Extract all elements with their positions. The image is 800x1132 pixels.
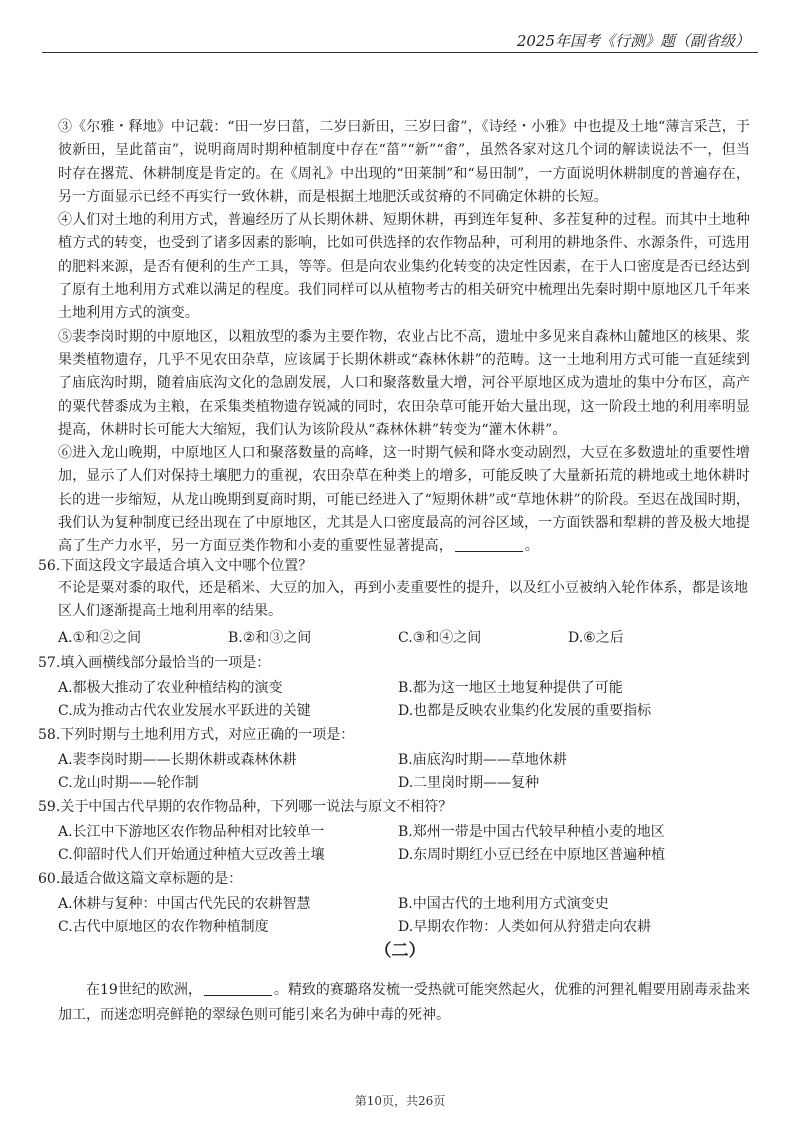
section-title: （二） [374,941,426,961]
question-59 [38,796,758,867]
question-stem: 56.下面这段文字最适合填入文中哪个位置？ [38,558,313,574]
option-a[interactable]: A.都极大推动了农业种植结构的演变 [58,680,283,696]
question-stem: 58.下列时期与土地利用方式，对应正确的一项是： [38,727,355,743]
question-stem: 57.填入画横线部分最恰当的一项是： [38,655,271,671]
options-row [58,893,758,916]
option-c[interactable]: C.古代中原地区的农作物种植制度 [58,919,269,935]
options-row [58,677,758,700]
option-c[interactable]: C.仰韶时代人们开始通过种植大豆改善土壤 [58,847,325,863]
intro-paragraph [58,978,750,1028]
question-stem: 59.关于中国古代早期的农作物品种，下列哪一说法与原文不相符？ [38,799,453,815]
options-row [58,627,758,650]
option-a[interactable]: A.裴李岗时期——长期休耕或森林休耕 [58,752,297,768]
options-row [58,844,758,867]
option-a[interactable]: A.①和②之间 [58,630,142,646]
header-divider [42,52,758,53]
paragraph-4: ④人们对土地的利用方式，普遍经历了从长期休耕、短期休耕，再到连年复种、多茬复种的过程。而其中土地种植方式的转变，也受到了诸多因素的影响，比如可供选择的农作物品种，可利用的耕地条件、水源条件，可选用的肥料来源，是否有便利的生产工具，等等。但是向农业集约化转变的决定性因素，在于人口密度是否已经达到了原有土地利用方式难以满足的程度。我们同样可以从植物考古的相关研究中梳理出先秦时期中原地区几千年来土地利用方式的演变。 [58,212,750,322]
option-c[interactable]: C.③和④之间 [398,630,482,646]
option-d[interactable]: D.早期农作物：人类如何从狩猎走向农耕 [398,919,652,935]
options-row [58,700,758,723]
question-56 [38,555,758,650]
question-58 [38,724,758,795]
question-60 [38,868,758,939]
intro-text-after: 。精致的赛璐珞发梳一受热就可能突然起火，优雅的河狸礼帽要用剧毒汞盐来加工，而迷恋明亮鲜艳的翠绿色则可能引来名为砷中毒的死神。 [58,982,750,1023]
option-b[interactable]: B.中国古代的土地利用方式演变史 [398,896,609,912]
option-b[interactable]: B.②和③之间 [228,630,312,646]
options-row [58,749,758,772]
option-b[interactable]: B.都为这一地区土地复种提供了可能 [398,680,623,696]
option-a[interactable]: A.休耕与复种：中国古代先民的农耕智慧 [58,896,311,912]
paragraph-3: ③《尔雅・释地》中记载：“田一岁曰菑，二岁曰新田，三岁曰畬”，《诗经・小雅》中也提及土地“薄言采芑，于彼新田，呈此菑亩”，说明商周时期种植制度中存在“菑”“新”“畬”，虽然各家对这几个词的解读说法不一，但当时存在撂荒、休耕制度是肯定的。在《周礼》中出现的“田莱制”和“易田制”，一方面说明休耕制度的普遍存在，另一方面显示已经不再实行一致休耕，而是根据土地肥沃或贫瘠的不同确定休耕的长短。 [58,119,750,205]
fill-in-blank [455,537,523,552]
question-stem: 60.最适合做这篇文章标题的是： [38,871,243,887]
option-a[interactable]: A.长江中下游地区农作物品种相对比较单一 [58,824,325,840]
page-number: 第10页，共26页 [354,1094,446,1108]
header-title: 2025年国考《行测》题（副省级） [516,32,750,50]
paragraph-6-text: ⑥进入龙山晚期，中原地区人口和聚落数量的高峰，这一时期气候和降水变动剧烈，大豆在多数遗址的重要性增加，显示了人们对保持土壤肥力的重视，农田杂草在种类上的增多，可能反映了大量新拓荒的耕地或土地休耕时长的进一步缩短，从龙山晚期到夏商时期，可能已经进入了“短期休耕”或“草地休耕”的阶段。至迟在战国时期，我们认为复种制度已经出现在了中原地区，尤其是人口密度最高的河谷区域，一方面铁器和犁耕的普及极大地提高了生产力水平，另一方面豆类作物和小麦的重要性显著提高， [58,445,750,555]
reading-passage [58,116,750,559]
option-d[interactable]: D.二里岗时期——复种 [398,775,540,791]
option-d[interactable]: D.东周时期红小豆已经在中原地区普遍种植 [398,847,666,863]
option-d[interactable]: D.⑥之后 [568,630,624,646]
option-c[interactable]: C.龙山时期——轮作制 [58,775,199,791]
option-b[interactable]: B.郑州一带是中国古代较早种植小麦的地区 [398,824,665,840]
paragraph-6 [58,442,750,558]
option-b[interactable]: B.庙底沟时期——草地休耕 [398,752,567,768]
options-row [58,821,758,844]
paragraph-6-end: 。 [524,538,539,555]
intro-text-before: 在19世纪的欧洲， [86,982,202,998]
question-text: 不论是粟对黍的取代，还是稻米、大豆的加入，再到小麦重要性的提升，以及红小豆被纳入轮作体系，都是该地区人们逐渐提高土地利用率的结果。 [58,580,748,619]
fill-in-blank [204,981,272,996]
options-row [58,772,758,795]
paragraph-5: ⑤裴李岗时期的中原地区，以粗放型的黍为主要作物，农业占比不高，遗址中多见来自森林山麓地区的核果、浆果类植物遗存，几乎不见农田杂草，应该属于长期休耕或“森林休耕”的范畴。这一土地利用方式可能一直延续到了庙底沟时期，随着庙底沟文化的急剧发展，人口和聚落数量大增，河谷平原地区成为遗址的集中分布区，高产的粟代替黍成为主粮，在采集类植物遗存锐减的同时，农田杂草可能开始大量出现，这一阶段土地的利用率明显提高，休耕时长可能大大缩短，我们认为该阶段从“森林休耕”转变为“灌木休耕”。 [58,328,750,438]
option-d[interactable]: D.也都是反映农业集约化发展的重要指标 [398,703,652,719]
question-57 [38,652,758,723]
option-c[interactable]: C.成为推动古代农业发展水平跃进的关键 [58,703,311,719]
